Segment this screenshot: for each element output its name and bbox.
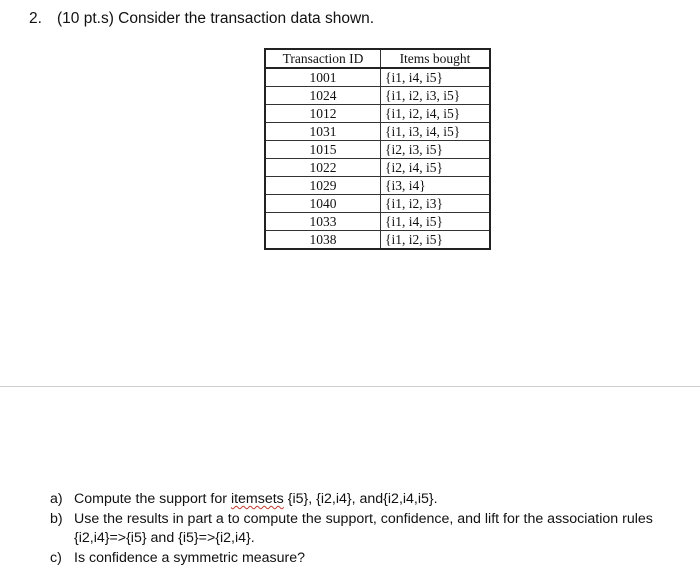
table-row xyxy=(265,159,490,177)
question-heading xyxy=(29,10,374,28)
part-c-text: Is confidence a symmetric measure? xyxy=(74,549,306,566)
items-cell: {i1, i4, i5} xyxy=(381,68,491,87)
transaction-table xyxy=(264,48,491,250)
transaction-id-cell: 1033 xyxy=(265,213,381,231)
part-b-label: b) xyxy=(50,510,63,527)
table-row xyxy=(265,87,490,105)
question-parts xyxy=(50,490,674,568)
items-cell: {i1, i2, i4, i5} xyxy=(381,105,491,123)
table-row xyxy=(265,123,490,141)
items-cell: {i1, i4, i5} xyxy=(381,213,491,231)
items-cell: {i1, i2, i5} xyxy=(381,231,491,250)
table-row xyxy=(265,213,490,231)
transaction-id-cell: 1015 xyxy=(265,141,381,159)
part-b xyxy=(50,510,674,549)
items-cell: {i2, i4, i5} xyxy=(381,159,491,177)
items-cell: {i1, i2, i3, i5} xyxy=(381,87,491,105)
table-row xyxy=(265,68,490,87)
question-title: (10 pt.s) Consider the transaction data shown. xyxy=(57,10,375,27)
table-header-row xyxy=(265,49,490,68)
transaction-id-cell: 1031 xyxy=(265,123,381,141)
part-a xyxy=(50,490,674,510)
page-divider xyxy=(0,386,700,387)
items-cell: {i2, i3, i5} xyxy=(381,141,491,159)
part-b-text: Use the results in part a to compute the support, confidence, and lift for the association rules {i2,i4}=>{i5} and {i5}=>{i2,i4}. xyxy=(74,510,653,546)
transaction-id-cell: 1001 xyxy=(265,68,381,87)
question-number: 2. xyxy=(29,10,42,27)
transaction-id-cell: 1012 xyxy=(265,105,381,123)
table-row xyxy=(265,177,490,195)
header-items-bought: Items bought xyxy=(381,49,491,68)
items-cell: {i1, i2, i3} xyxy=(381,195,491,213)
transaction-id-cell: 1029 xyxy=(265,177,381,195)
transaction-id-cell: 1038 xyxy=(265,231,381,250)
header-transaction-id: Transaction ID xyxy=(265,49,381,68)
items-cell: {i1, i3, i4, i5} xyxy=(381,123,491,141)
part-a-label: a) xyxy=(50,491,63,507)
items-cell: {i3, i4} xyxy=(381,177,491,195)
table-row xyxy=(265,141,490,159)
table-row xyxy=(265,231,490,250)
part-c xyxy=(50,549,674,569)
table-row xyxy=(265,105,490,123)
part-a-text-pre: Compute the support for xyxy=(74,491,231,507)
transaction-id-cell: 1022 xyxy=(265,159,381,177)
part-a-text-post: {i5}, {i2,i4}, and{i2,i4,i5}. xyxy=(283,491,438,507)
part-c-label: c) xyxy=(50,549,62,566)
table-row xyxy=(265,195,490,213)
transaction-id-cell: 1024 xyxy=(265,87,381,105)
transaction-id-cell: 1040 xyxy=(265,195,381,213)
part-a-text xyxy=(74,490,674,510)
spellcheck-word: itemsets xyxy=(230,491,284,507)
